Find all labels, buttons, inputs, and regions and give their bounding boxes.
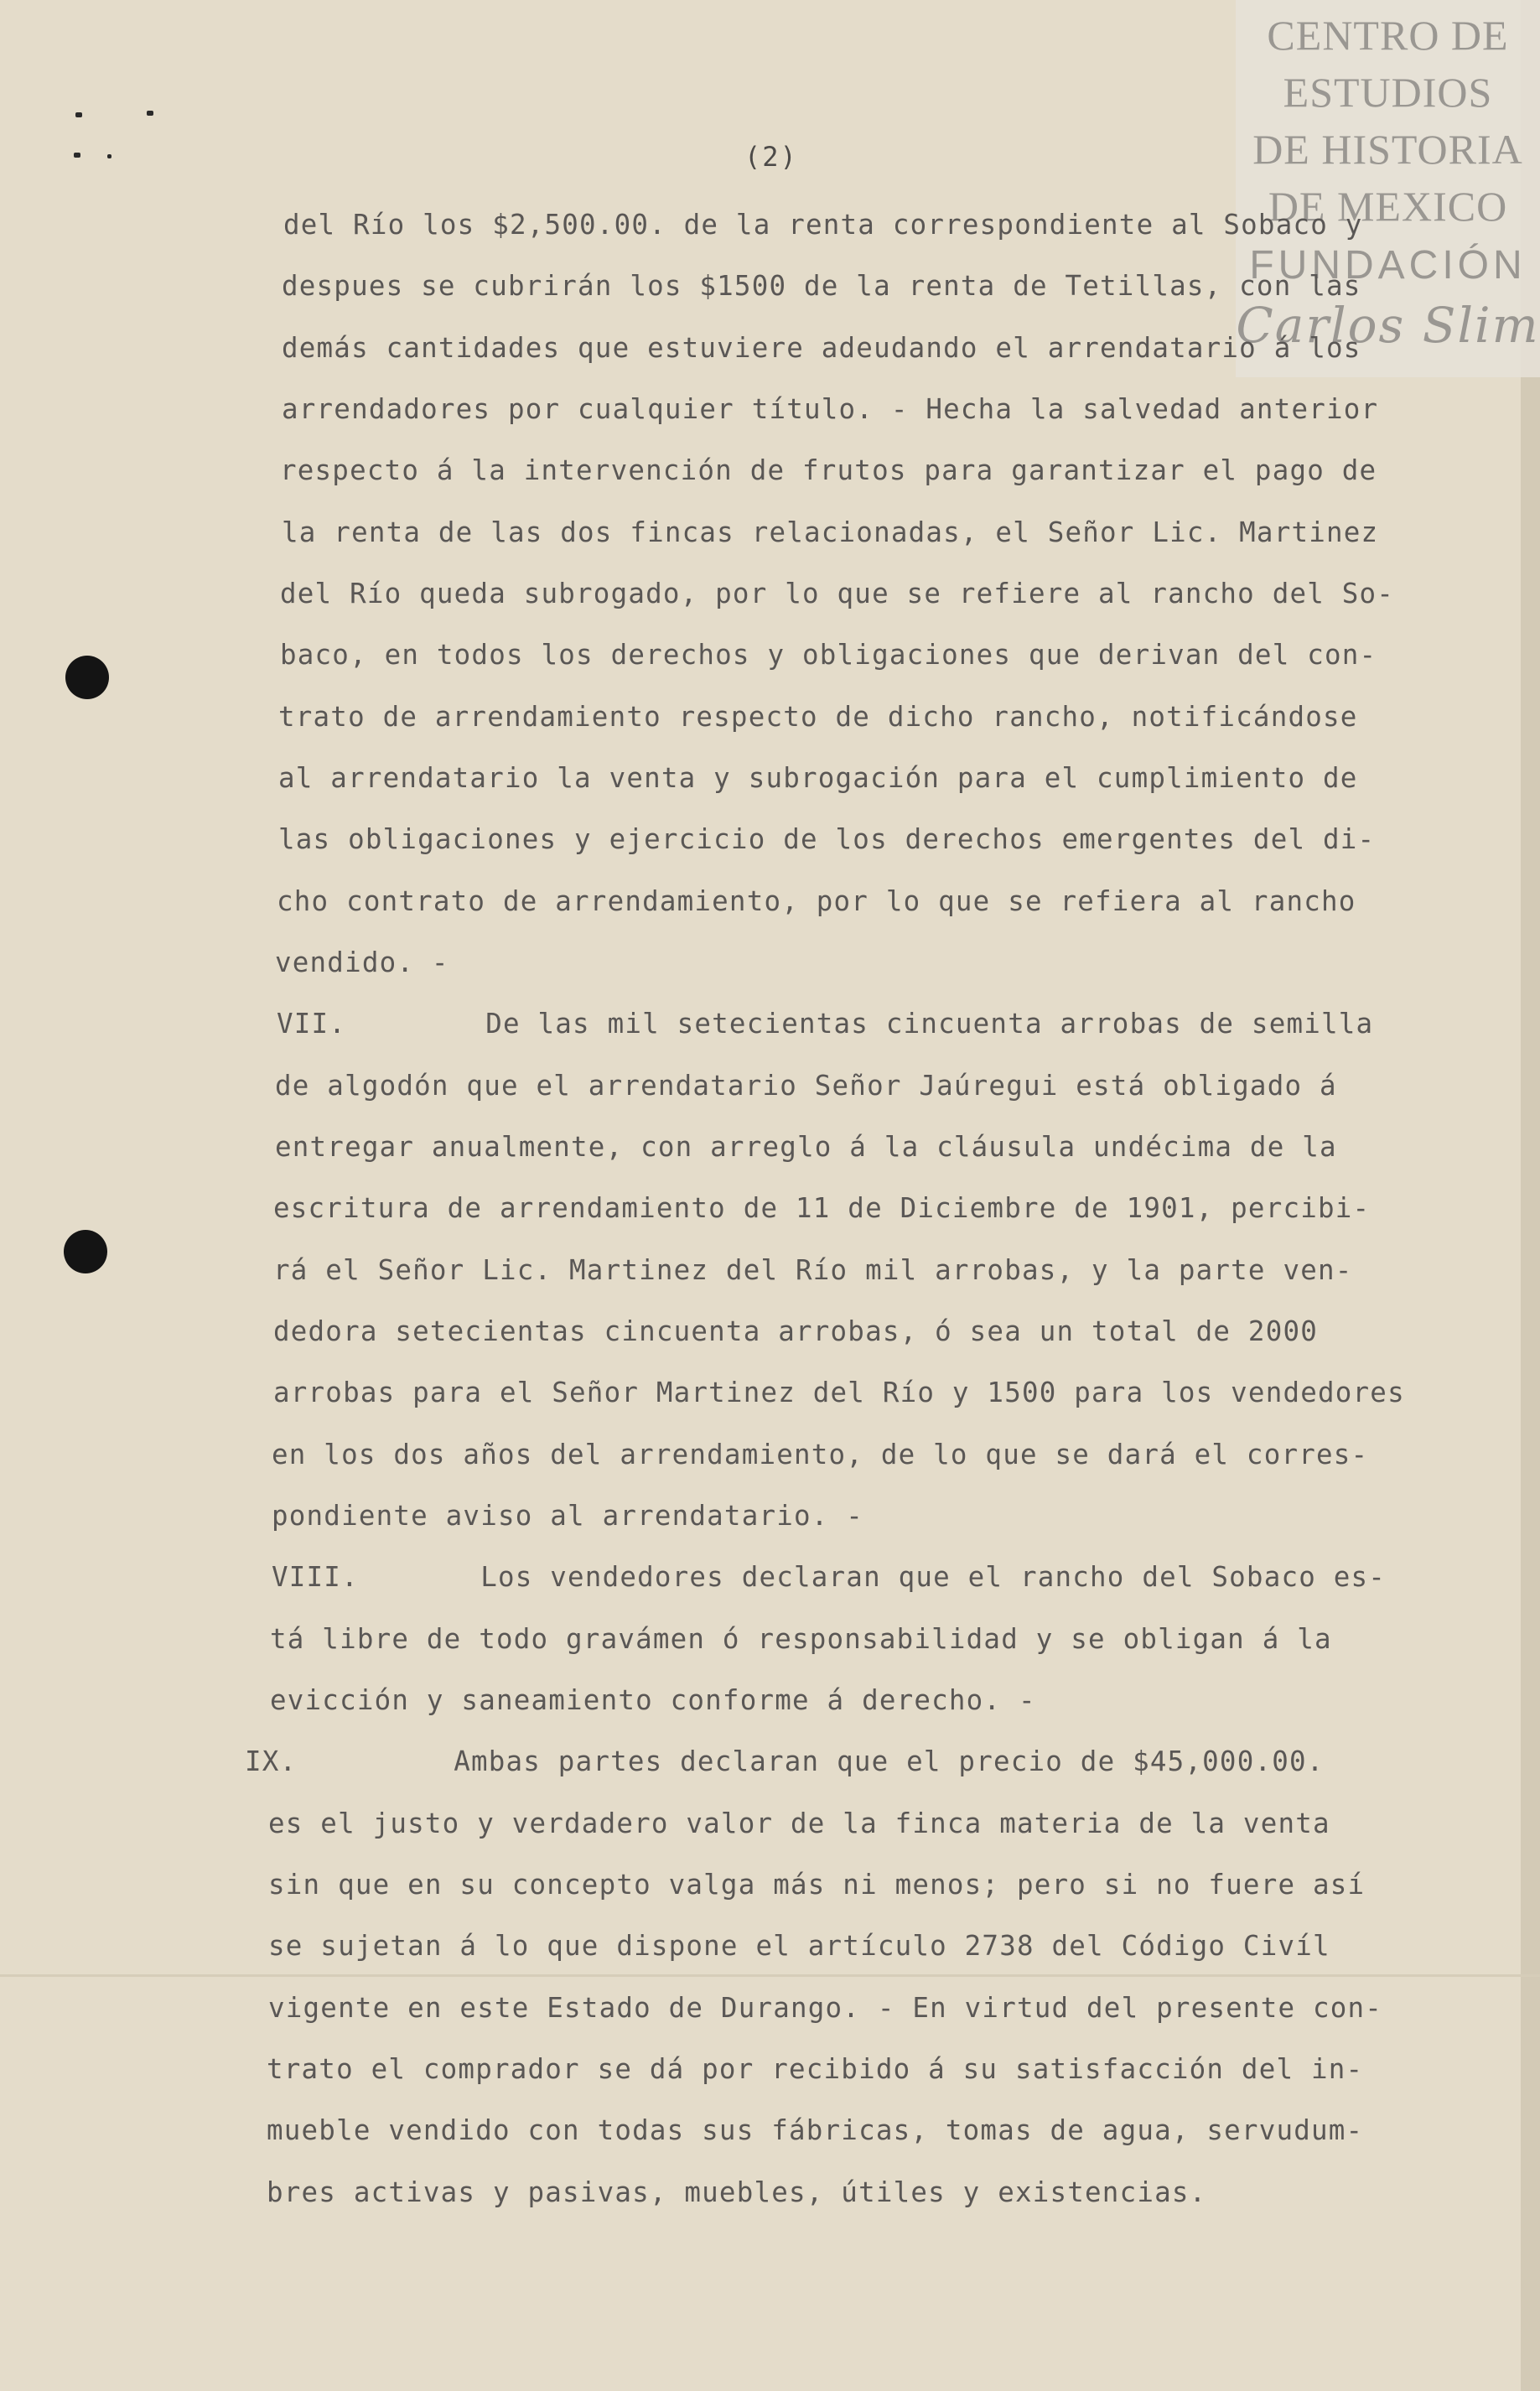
watermark-fundacion: FUNDACIÓN (1249, 243, 1527, 288)
text-line: VII. De las mil setecientas cincuenta arrobas de semilla (277, 1008, 1374, 1040)
text-line: respecto á la intervención de frutos para garantizar el pago de (280, 454, 1377, 486)
text-line: sin que en su concepto valga más ni menos; pero si no fuere así (268, 1869, 1366, 1901)
text-line: entregar anualmente, con arreglo á la cláusula undécima de la (275, 1131, 1337, 1163)
ink-speck (147, 111, 153, 116)
text-line: arrendadores por cualquier título. - Hecha la salvedad anterior (282, 393, 1379, 425)
text-line: trato de arrendamiento respecto de dicho rancho, notificándose (278, 701, 1358, 733)
text-line: baco, en todos los derechos y obligaciones que derivan del con- (280, 639, 1377, 671)
text-line: en los dos años del arrendamiento, de lo que se dará el corres- (272, 1439, 1369, 1470)
text-line: bres activas y pasivas, muebles, útiles y existencias. (267, 2176, 1207, 2208)
text-line: evicción y saneamiento conforme á derecho. - (270, 1684, 1036, 1716)
ink-speck (107, 154, 111, 158)
text-line: tá libre de todo gravámen ó responsabilidad y se obligan á la (270, 1623, 1332, 1655)
text-line: del Río queda subrogado, por lo que se refiere al rancho del So- (280, 578, 1395, 609)
punch-hole-upper (65, 656, 109, 699)
paper-fold (0, 1974, 1540, 1977)
text-line: es el justo y verdadero valor de la finca materia de la venta (268, 1808, 1330, 1839)
text-line: cho contrato de arrendamiento, por lo que se refiera al rancho (277, 885, 1356, 917)
text-line: rá el Señor Lic. Martinez del Río mil arrobas, y la parte ven- (273, 1254, 1353, 1286)
text-line: las obligaciones y ejercicio de los derechos emergentes del di- (278, 823, 1376, 855)
watermark-line: CENTRO DE (1267, 12, 1509, 59)
text-line: la renta de las dos fincas relacionadas, el Señor Lic. Martinez (282, 516, 1379, 548)
text-line: pondiente aviso al arrendatario. - (272, 1500, 864, 1532)
text-line: vendido. - (275, 947, 449, 978)
text-line: dedora setecientas cincuenta arrobas, ó sea un total de 2000 (273, 1315, 1318, 1347)
text-line: vigente en este Estado de Durango. - En virtud del presente con- (268, 1992, 1383, 2024)
watermark-line: DE HISTORIA (1252, 126, 1523, 173)
text-line: IX. Ambas partes declaran que el precio de $45,000.00. (245, 1745, 1325, 1777)
text-line: VIII. Los vendedores declaran que el rancho del Sobaco es- (272, 1561, 1387, 1593)
ink-speck (75, 112, 82, 117)
text-line: al arrendatario la venta y subrogación para el cumplimiento de (278, 762, 1358, 794)
ink-speck (74, 153, 80, 158)
punch-hole-lower (64, 1230, 107, 1273)
text-line: del Río los $2,500.00. de la renta correspondiente al Sobaco y (283, 209, 1363, 241)
archive-watermark (1236, 0, 1540, 377)
text-line: trato el comprador se dá por recibido á su satisfacción del in- (267, 2053, 1364, 2085)
watermark-line: DE MEXICO (1268, 183, 1508, 230)
watermark-signature: Carlos Slim (1236, 297, 1540, 354)
watermark-line: ESTUDIOS (1283, 69, 1493, 116)
page-number: (2) (744, 141, 798, 173)
text-line: se sujetan á lo que dispone el artículo 2738 del Código Civíl (268, 1930, 1330, 1962)
text-line: despues se cubrirán los $1500 de la renta de Tetillas, con las (282, 270, 1361, 302)
text-line: arrobas para el Señor Martinez del Río y 1500 para los vendedores (273, 1377, 1405, 1408)
text-line: demás cantidades que estuviere adeudando el arrendatario á los (282, 332, 1361, 364)
text-line: escritura de arrendamiento de 11 de Diciembre de 1901, percibi- (273, 1192, 1371, 1224)
text-line: de algodón que el arrendatario Señor Jaúregui está obligado á (275, 1070, 1337, 1102)
text-line: mueble vendido con todas sus fábricas, tomas de agua, servudum- (267, 2114, 1364, 2146)
